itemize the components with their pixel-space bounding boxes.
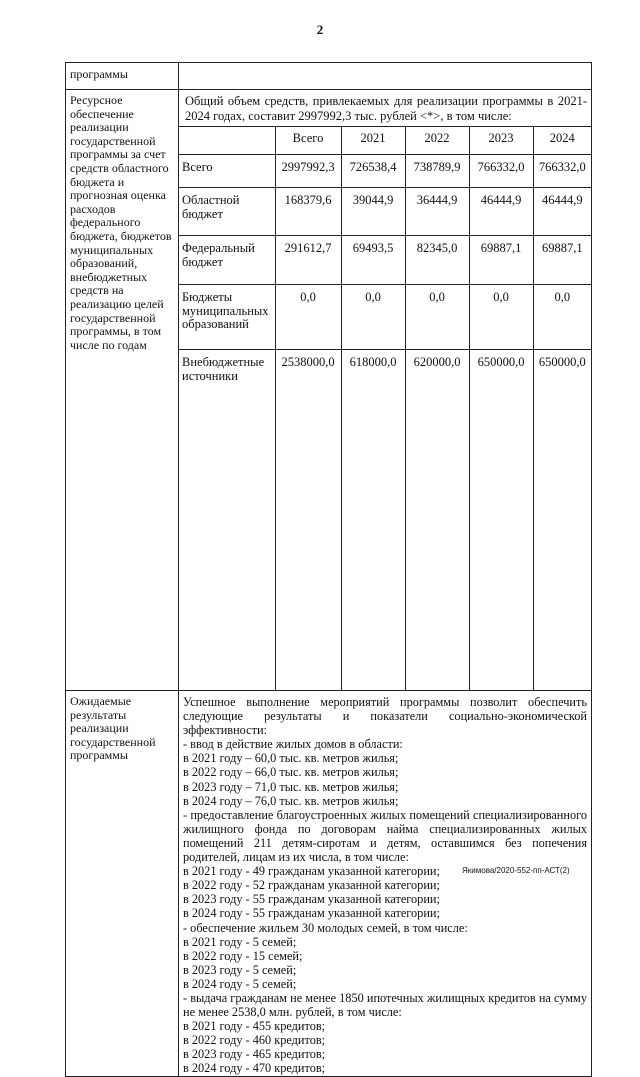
footer-document-code: Якимова/2020-552-пп-АСТ(2) — [462, 866, 570, 875]
results-item: - предоставление благоустроенных жилых помещений специализированного жилищного фонда по договорам найма специализированных жилых помещений 211 детям-сиротам и детям, оставшимся без попечения родителей, лицам из их числа, в том числе: — [183, 807, 587, 865]
header-cell: 2021 — [341, 127, 405, 155]
results-item: в 2021 году - 49 гражданам указанной категории; — [183, 864, 440, 879]
funding-table — [179, 127, 591, 690]
cell-value: 618000,0 — [341, 350, 405, 691]
results-item: в 2024 году – 76,0 тыс. кв. метров жилья; — [183, 793, 399, 808]
cell-value: 0,0 — [469, 285, 533, 350]
cell-value: 2997992,3 — [275, 155, 341, 188]
program-row — [66, 63, 592, 90]
expected-results-label: Ожидаемые результаты реализации государственной программы — [66, 691, 179, 1077]
row-label: Областной бюджет — [179, 188, 275, 236]
results-item: - ввод в действие жилых домов в области: — [183, 737, 403, 752]
cell-value: 738789,9 — [405, 155, 469, 188]
row-label: Федеральный бюджет — [179, 236, 275, 285]
cell-value: 69493,5 — [341, 236, 405, 285]
cell-value: 168379,6 — [275, 188, 341, 236]
results-item: в 2023 году - 465 кредитов; — [183, 1047, 326, 1062]
cell-value: 291612,7 — [275, 236, 341, 285]
results-item: в 2022 году – 66,0 тыс. кв. метров жилья; — [183, 765, 399, 780]
results-item: в 2022 году - 52 гражданам указанной категории; — [183, 878, 440, 893]
results-item: в 2023 году – 71,0 тыс. кв. метров жилья; — [183, 779, 399, 794]
cell-value: 766332,0 — [533, 155, 591, 188]
results-item: в 2023 году - 55 гражданам указанной категории; — [183, 892, 440, 907]
row-label: Всего — [179, 155, 275, 188]
cell-value: 726538,4 — [341, 155, 405, 188]
cell-value: 39044,9 — [341, 188, 405, 236]
program-label: программы — [66, 63, 179, 90]
passport-table — [65, 62, 592, 1077]
row-label: Внебюджетные источники — [179, 350, 275, 691]
results-item: в 2022 году - 15 семей; — [183, 948, 303, 963]
cell-value: 0,0 — [533, 285, 591, 350]
results-item: в 2021 году - 455 кредитов; — [183, 1019, 326, 1034]
results-item: - выдача гражданам не менее 1850 ипотечных жилищных кредитов на сумму не менее 2538,0 млн. рублей, в том числе: — [183, 990, 587, 1020]
cell-value: 69887,1 — [533, 236, 591, 285]
results-item: в 2024 году - 470 кредитов; — [183, 1061, 326, 1076]
cell-value: 0,0 — [405, 285, 469, 350]
program-value — [179, 63, 592, 90]
cell-value: 0,0 — [275, 285, 341, 350]
cell-value: 766332,0 — [469, 155, 533, 188]
cell-value: 46444,9 — [533, 188, 591, 236]
results-intro: Успешное выполнение мероприятий программы позволит обеспечить следующие результаты и показатели социально-экономической эффективности: — [183, 695, 587, 738]
cell-value: 46444,9 — [469, 188, 533, 236]
header-cell: 2022 — [405, 127, 469, 155]
results-item: в 2024 году - 55 гражданам указанной категории; — [183, 906, 440, 921]
cell-value: 36444,9 — [405, 188, 469, 236]
results-item: в 2024 году - 5 семей; — [183, 976, 297, 991]
results-item: - обеспечение жильем 30 молодых семей, в том числе: — [183, 920, 468, 935]
cell-value: 650000,0 — [533, 350, 591, 691]
table-row — [179, 188, 591, 236]
cell-value: 82345,0 — [405, 236, 469, 285]
table-row — [179, 155, 591, 188]
funding-cell — [179, 90, 592, 691]
table-row — [179, 236, 591, 285]
funding-row — [66, 90, 592, 691]
funding-intro: Общий объем средств, привлекаемых для реализации программы в 2021-2024 годах, составит 2997992,3 тыс. рублей <*>, в том числе: — [179, 90, 591, 127]
cell-value: 69887,1 — [469, 236, 533, 285]
cell-value: 620000,0 — [405, 350, 469, 691]
results-item: в 2021 году – 60,0 тыс. кв. метров жилья; — [183, 751, 399, 766]
table-row — [179, 350, 591, 691]
funding-label: Ресурсное обеспечение реализации государственной программы за счет средств областного бюджета и прогнозная оценка расходов федерального бюджета, бюджетов муниципальных образований, внебюджетных средств на реализацию целей государственной программы, в том числе по годам — [66, 90, 179, 691]
header-cell — [179, 127, 275, 155]
expected-results-cell — [179, 691, 592, 1077]
expected-results-row — [66, 691, 592, 1077]
table-row — [179, 285, 591, 350]
funding-header-row — [179, 127, 591, 155]
results-item: в 2022 году - 460 кредитов; — [183, 1033, 326, 1048]
header-cell: 2024 — [533, 127, 591, 155]
results-item: в 2021 году - 5 семей; — [183, 934, 297, 949]
page-number: 2 — [316, 22, 324, 37]
results-item: в 2023 году - 5 семей; — [183, 962, 297, 977]
cell-value: 650000,0 — [469, 350, 533, 691]
header-cell: 2023 — [469, 127, 533, 155]
cell-value: 0,0 — [341, 285, 405, 350]
cell-value: 2538000,0 — [275, 350, 341, 691]
header-cell: Всего — [275, 127, 341, 155]
row-label: Бюджеты муниципальных образований — [179, 285, 275, 350]
